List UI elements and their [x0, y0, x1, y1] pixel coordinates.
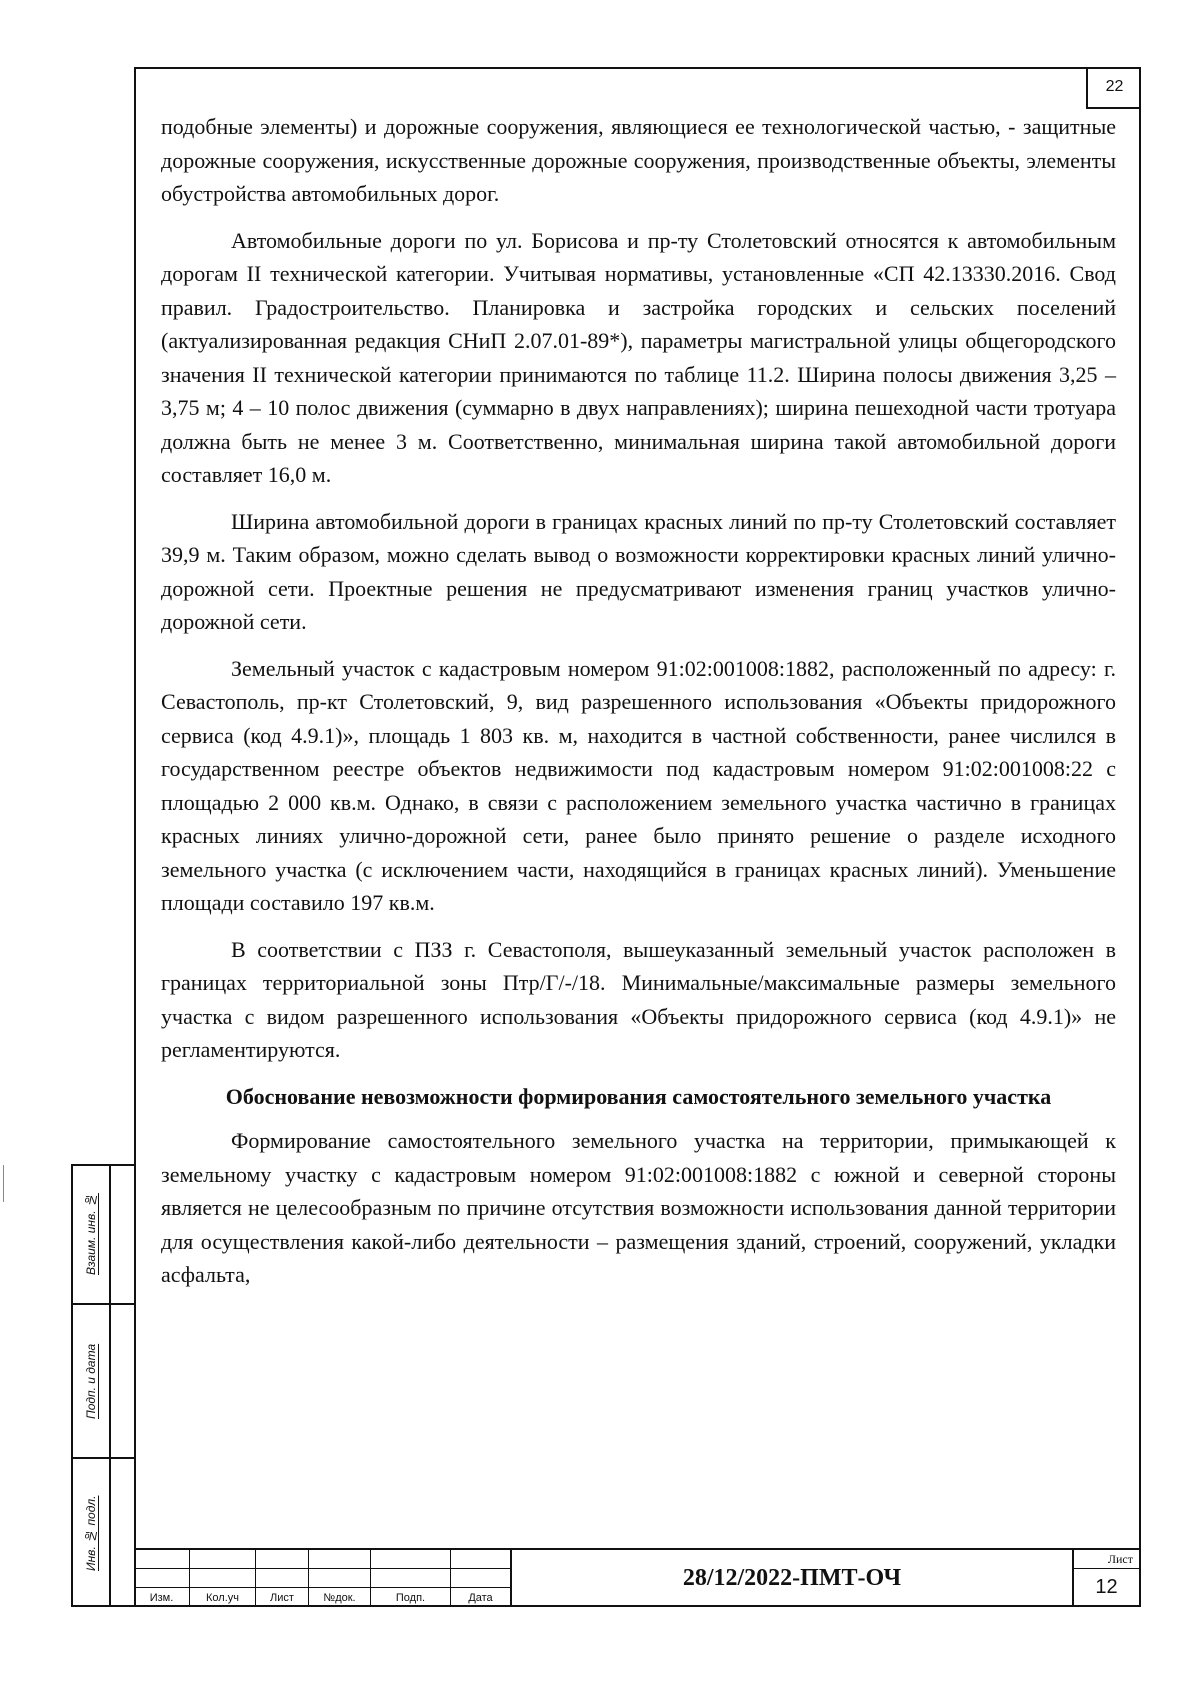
- revision-cell: [134, 1569, 190, 1588]
- paragraph: подобные элементы) и дорожные сооружения, являющиеся ее технологической частью, - защитные дорожные сооружения, искусственные дорожные сооружения, производственные объекты, элементы обустройства автомобильных дорог.: [161, 114, 1116, 206]
- column-header-ndok: №док.: [309, 1588, 371, 1607]
- revision-cell: [371, 1550, 451, 1569]
- revision-table: [134, 1550, 512, 1607]
- document-code: 28/12/2022-ПМТ-ОЧ: [682, 1565, 902, 1591]
- revision-cell: [451, 1550, 512, 1569]
- paragraph: Автомобильные дороги по ул. Борисова и пр-ту Столетовский относятся к автомобильным дорогам II технической категории. Учитывая нормативы, установленные «СП 42.13330.2016. Свод правил. Градостроительство. Планировка и застройка городских и сельских поселений (актуализированная редакция СНиП 2.07.01-89*), параметры магистральной улицы общегородского значения II технической категории принимаются по таблице 11.2. Ширина полосы движения 3,25 – 3,75 м; 4 – 10 полос движения (суммарно в двух направлениях); ширина пешеходной части тротуара должна быть не менее 3 м. Соответственно, минимальная ширина такой автомобильной дороги составляет 16,0 м.: [161, 227, 1116, 487]
- revision-cell: [134, 1550, 190, 1569]
- paragraph: В соответствии с ПЗЗ г. Севастополя, вышеуказанный земельный участок расположен в границах территориальной зоны Птр/Г/-/18. Минимальные/максимальные размеры земельного участка с видом разрешенного использования «Объекты придорожного сервиса (код 4.9.1)» не регламентируются.: [161, 936, 1116, 1062]
- revision-cell: [256, 1550, 309, 1569]
- paragraph: Формирование самостоятельного земельного участка на территории, примыкающей к земельному участку с кадастровым номером 91:02:001008:1882 с южной и северной стороны является не целесообразным по причине отсутствия возможности использования данной территории для осуществления какой-либо деятельности – размещения зданий, строений, сооружений, укладки асфальта,: [161, 1128, 1116, 1287]
- margin-mark: [3, 1165, 4, 1202]
- revision-cell: [371, 1569, 451, 1588]
- sheet-box: [1072, 1550, 1139, 1607]
- column-header-list: Лист: [256, 1588, 309, 1607]
- revision-cell: [309, 1569, 371, 1588]
- approval-sidebar: [71, 1164, 134, 1607]
- sheet-number: 12: [1095, 1575, 1118, 1598]
- sidebar-label-vzaim-inv: Взаим. инв. №: [84, 1193, 98, 1276]
- revision-cell: [190, 1550, 256, 1569]
- revision-cell: [451, 1569, 512, 1588]
- sheet-label: Лист: [1074, 1550, 1139, 1569]
- section-heading: Обоснование невозможности формирования самостоятельного земельного участка: [225, 1083, 1052, 1109]
- sidebar-divider: [109, 1166, 111, 1605]
- document-body: [161, 110, 1116, 1305]
- paragraph: Ширина автомобильной дороги в границах красных линий по пр-ту Столетовский составляет 39,9 м. Таким образом, можно сделать вывод о возможности корректировки красных линий улично-дорожной сети. Проектные решения не предусматривают изменения границ участков улично-дорожной сети.: [161, 508, 1116, 634]
- column-header-kol-uch: Кол.уч: [190, 1588, 256, 1607]
- sidebar-label-podp-data: Подп. и дата: [84, 1343, 98, 1419]
- title-block: [134, 1548, 1141, 1607]
- revision-cell: [190, 1569, 256, 1588]
- sidebar-label-inv-podl: Инв. № подл.: [84, 1495, 98, 1571]
- revision-cell: [256, 1569, 309, 1588]
- column-header-podp: Подп.: [371, 1588, 451, 1607]
- column-header-data: Дата: [451, 1588, 512, 1607]
- paragraph: Земельный участок с кадастровым номером 91:02:001008:1882, расположенный по адресу: г. Севастополь, пр-кт Столетовский, 9, вид разрешенного использования «Объекты придорожного сервиса (код 4.9.1)», площадь 1 803 кв. м, находится в частной собственности, ранее числился в государственном реестре объектов недвижимости под кадастровым номером 91:02:001008:22 с площадью 2 000 кв.м. Однако, в связи с расположением земельного участка частично в границах красных линиях улично-дорожной сети, ранее было принято решение о разделе исходного земельного участка (с исключением части, находящийся в границах красных линий). Уменьшение площади составило 197 кв.м.: [161, 655, 1116, 915]
- column-header-izm: Изм.: [134, 1588, 190, 1607]
- revision-cell: [309, 1550, 371, 1569]
- page-corner-number: 22: [1086, 67, 1141, 109]
